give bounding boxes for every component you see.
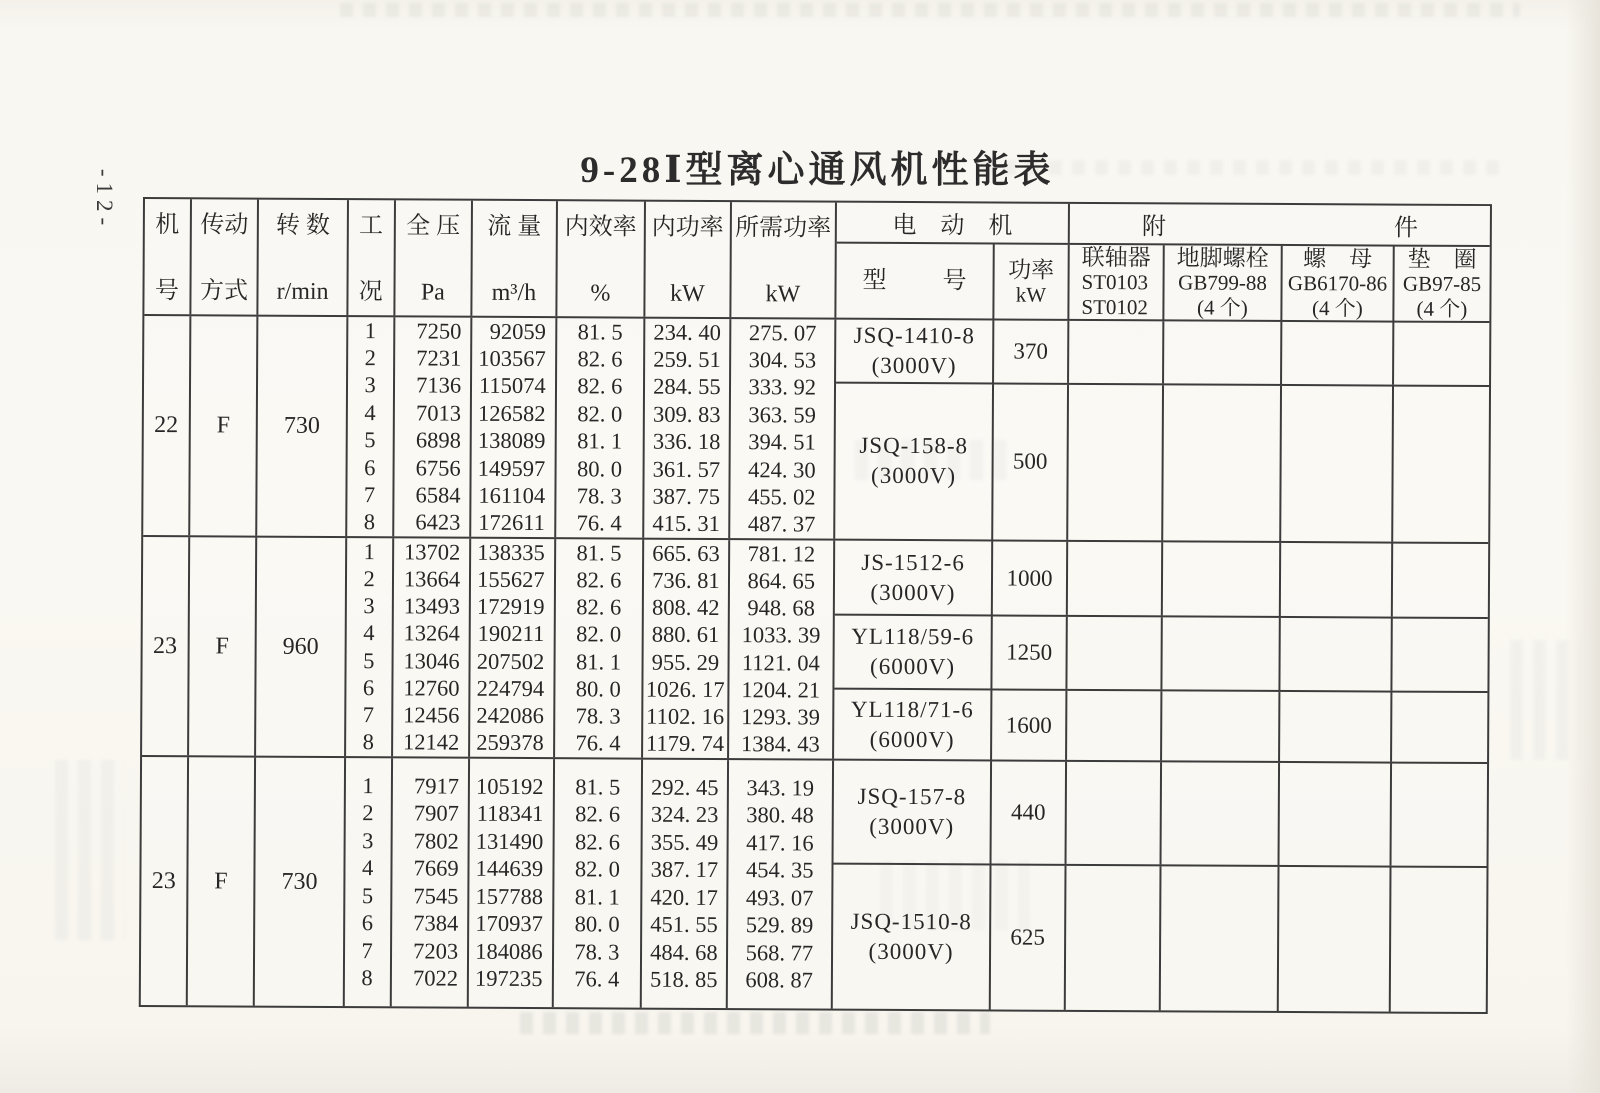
page-number: -12- [92,168,117,232]
coupling-cell-empty [1067,762,1163,865]
nut-cell-empty [1282,322,1394,384]
anchor-bolt-cell-empty [1162,692,1280,761]
coupling-cell-empty [1067,617,1162,690]
column-header-nut: 螺 母 GB6170-86 (4 个) [1282,246,1394,322]
column-header-flow: 流 量 m³/h [473,201,558,316]
washer-cell-empty [1391,868,1487,1012]
rpm-cell: 960 [256,538,347,756]
motor-band [834,690,1487,762]
column-header-condition: 工 况 [348,200,395,315]
motor-power-cell: 370 [994,320,1069,382]
drive-mode-cell: F [189,537,258,755]
motor-power-cell: 625 [991,866,1067,1010]
condition-column: 1 2 3 4 5 6 7 8 [345,758,393,1006]
motor-model-cell: YL118/59-6 (6000V) [834,616,992,689]
pressure-column: 7250 7231 7136 7013 6898 6756 6584 6423 [394,317,473,536]
motor-band [833,865,1487,1012]
anchor-bolt-cell-empty [1161,866,1280,1010]
flow-column: 92059 103567 115074 126582 138089 149597 161104 172611 [471,318,557,537]
motor-band [834,616,1487,694]
bleed-through-artifact [340,3,1520,17]
pressure-column: 13702 13664 13493 13264 13046 12760 12456 12142 [393,538,472,756]
internal-power-column: 665. 63 736. 81 808. 42 880. 61 955. 29 1026. 17 1102. 16 1179. 74 [643,540,730,758]
coupling-cell-empty [1067,691,1162,760]
column-header-coupling: 联轴器 ST0103 ST0102 [1069,245,1164,320]
column-header-internal-efficiency: 内效率 % [557,201,646,316]
internal-power-column: 234. 40 259. 51 284. 55 309. 83 336. 18 361. 57 387. 75 415. 31 [644,319,731,538]
washer-cell-empty [1392,693,1487,762]
flow-column: 105192 118341 131490 144639 157788 170937 184086 197235 [469,759,555,1007]
nut-cell-empty [1281,385,1394,541]
anchor-bolt-cell-empty [1162,618,1280,691]
motor-power-cell: 1600 [992,691,1067,760]
motor-band [835,383,1489,542]
column-header-motor-model: 型 号 [836,244,994,320]
motor-power-cell: 500 [993,384,1069,540]
required-power-column: 781. 12 864. 65 948. 68 1033. 39 1121. 04 1204. 21 1293. 39 1384. 43 [729,540,836,759]
efficiency-column: 81. 5 82. 6 82. 6 82. 0 81. 1 80. 0 78. 3 76. 4 [553,759,643,1007]
anchor-bolt-cell-empty [1163,385,1282,541]
motor-model-cell: JS-1512-6 (3000V) [835,541,993,615]
nut-cell-empty [1279,867,1392,1011]
header-sub-band [836,244,1489,322]
machine-no-cell: 23 [142,537,190,755]
washer-cell-empty [1393,386,1489,542]
flow-column: 138335 155627 172919 190211 207502 224794 242086 259378 [470,539,556,757]
machine-no-cell: 22 [143,316,191,535]
drive-mode-cell: F [190,316,259,535]
column-header-motor-power: 功率 kW [994,244,1069,319]
motor-model-cell: JSQ-1510-8 (3000V) [833,865,992,1010]
motor-model-cell: YL118/71-6 (6000V) [834,690,992,760]
rpm-cell: 730 [258,317,349,536]
nut-cell-empty [1281,543,1393,617]
washer-cell-empty [1392,619,1487,692]
efficiency-column: 81. 5 82. 6 82. 6 82. 0 81. 1 80. 0 78. 3 76. 4 [556,318,646,537]
condition-column: 1 2 3 4 5 6 7 8 [346,538,394,756]
motor-band [836,320,1489,387]
coupling-cell-empty [1066,866,1162,1010]
machine-group-22-730 [143,316,1489,544]
drive-mode-cell: F [188,757,257,1005]
bleed-through-artifact [1510,640,1580,760]
bleed-through-artifact [520,1012,990,1034]
coupling-cell-empty [1069,321,1164,383]
motor-power-cell: 440 [992,761,1068,864]
motor-attachment-section [835,320,1489,542]
motor-model-cell: JSQ-1410-8 (3000V) [836,320,994,382]
washer-cell-empty [1393,544,1488,618]
column-header-internal-power: 内功率 kW [646,202,732,317]
machine-group-23-730 [141,757,1487,1012]
column-header-drive-mode: 传动 方式 [191,199,259,314]
efficiency-column: 81. 5 82. 6 82. 6 82. 0 81. 1 80. 0 78. 3 76. 4 [555,539,645,757]
required-power-column: 343. 19 380. 48 417. 16 454. 35 493. 07 529. 89 568. 77 608. 87 [727,760,834,1009]
motor-band [834,761,1488,869]
column-header-required-power: 所需功率 kW [731,202,837,318]
anchor-bolt-cell-empty [1163,542,1281,616]
condition-column: 1 2 3 4 5 6 7 8 [347,317,395,536]
column-header-rpm: 转 数 r/min [259,200,349,315]
column-header-anchor-bolt: 地脚螺栓 GB799-88 (4 个) [1164,245,1282,321]
nut-cell-empty [1280,618,1392,691]
nut-cell-empty [1280,692,1392,761]
machine-group-23-960 [142,537,1488,764]
nut-cell-empty [1280,763,1393,866]
machine-no-cell: 23 [141,757,189,1005]
header-group-band [837,203,1490,247]
column-header-washer: 垫 圈 GB97-85 (4 个) [1402,246,1482,321]
internal-power-column: 292. 45 324. 23 355. 49 387. 17 420. 17 451. 55 484. 68 518. 85 [642,760,729,1008]
required-power-column: 275. 07 304. 53 333. 92 363. 59 394. 51 424. 30 455. 02 487. 37 [730,319,837,539]
column-group-motor: 电 动 机 [837,203,1070,243]
column-header-machine-no: 机 号 [144,199,191,314]
column-header-total-pressure: 全 压 Pa [395,200,473,315]
column-group-attachments: 附 件 [1141,214,1418,242]
motor-model-cell: JSQ-157-8 (3000V) [834,761,993,864]
anchor-bolt-cell-empty [1162,762,1281,865]
header-right-section [836,203,1490,321]
anchor-bolt-cell-empty [1164,321,1282,383]
washer-cell-empty [1394,323,1489,385]
rpm-cell: 730 [255,758,346,1006]
motor-band [835,541,1488,620]
bleed-through-artifact [55,760,125,940]
table-header [144,199,1490,323]
motor-power-cell: 1250 [992,617,1067,690]
document-title: 9-28Ⅰ型离心通风机性能表 [580,150,1055,191]
coupling-cell-empty [1068,542,1163,616]
coupling-cell-empty [1068,384,1164,540]
motor-attachment-section [833,761,1487,1012]
motor-model-cell: JSQ-158-8 (3000V) [835,383,994,539]
motor-attachment-section [834,541,1488,762]
washer-cell-empty [1392,764,1488,867]
fan-performance-table [139,197,1492,1014]
motor-power-cell: 1000 [993,541,1068,615]
pressure-column: 7917 7907 7802 7669 7545 7384 7203 7022 [391,758,470,1006]
